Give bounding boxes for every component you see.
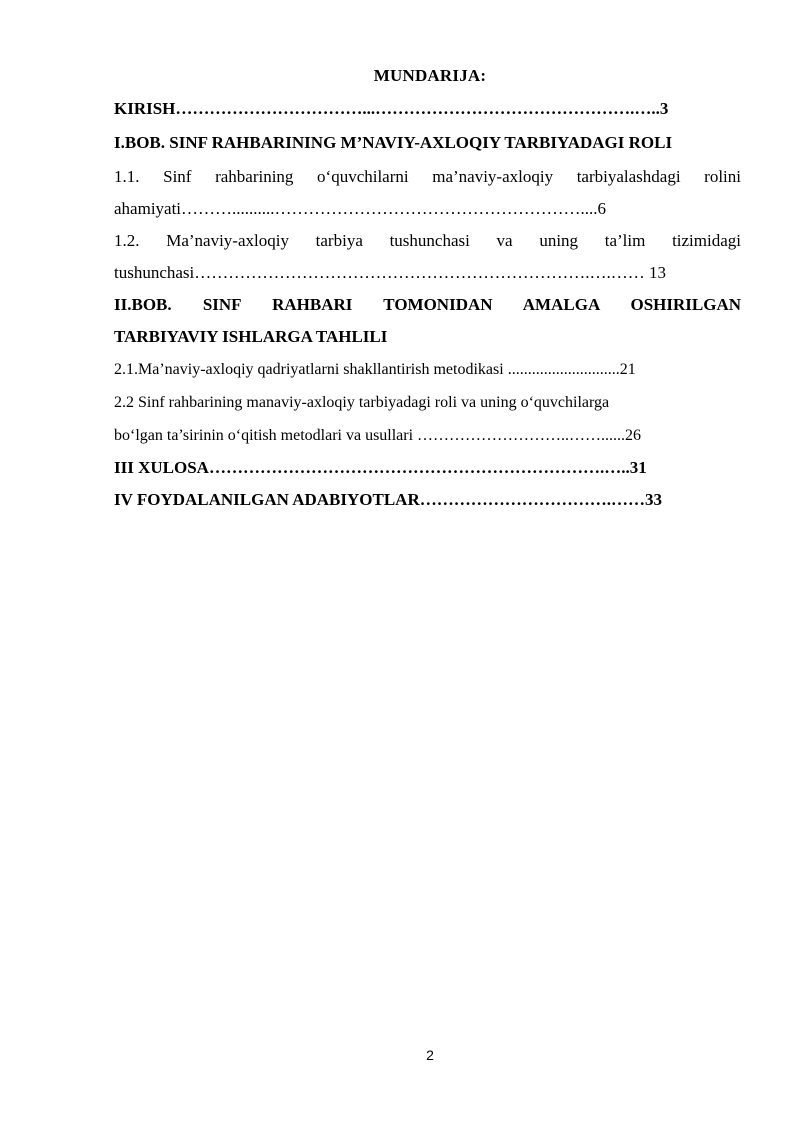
page-number: 2 — [426, 1047, 434, 1063]
toc-entry-xulosa: III XULOSA…………………………………………………………….…..31 — [114, 458, 647, 477]
toc-entry-kirish: KIRISH……………………………...……………………………………….…..3 — [114, 99, 669, 118]
toc-title: MUNDARIJA: — [373, 66, 487, 85]
toc-entry-1-1-line-1: 1.1. Sinf rahbarining o‘quvchilarni ma’naviy-axloqiy tarbiyalashdagi rolini — [114, 167, 741, 186]
toc-entry-2-1: 2.1.Ma’naviy-axloqiy qadriyatlarni shakllantirish metodikasi ............................21 — [114, 361, 636, 378]
toc-entry-1-2-line-2: tushunchasi…………………………………………………………….….…… 13 — [114, 263, 667, 282]
toc-chapter-2-heading-line-2: TARBIYAVIY ISHLARGA TAHLILI — [114, 327, 388, 346]
toc-entry-2-2-line-2: bo‘lgan ta’sirinin o‘qitish metodlari va usullari ………………………..……......26 — [114, 427, 642, 444]
toc-chapter-1-heading: I.BOB. SINF RAHBARINING M’NAVIY-AXLOQIY TARBIYADAGI ROLI — [114, 133, 673, 152]
toc-entry-1-1-line-2: ahamiyati………..........………………………………………………....6 — [114, 199, 607, 218]
toc-chapter-2-heading-line-1: II.BOB. SINF RAHBARI TOMONIDAN AMALGA OSHIRILGAN — [114, 295, 741, 314]
toc-entry-adabiyotlar: IV FOYDALANILGAN ADABIYOTLAR…………………………….……33 — [114, 490, 662, 509]
toc-entry-1-2-line-1: 1.2. Ma’naviy-axloqiy tarbiya tushunchasi va uning ta’lim tizimidagi — [114, 231, 741, 250]
toc-entry-2-2-line-1: 2.2 Sinf rahbarining manaviy-axloqiy tarbiyadagi roli va uning o‘quvchilarga — [114, 394, 610, 411]
